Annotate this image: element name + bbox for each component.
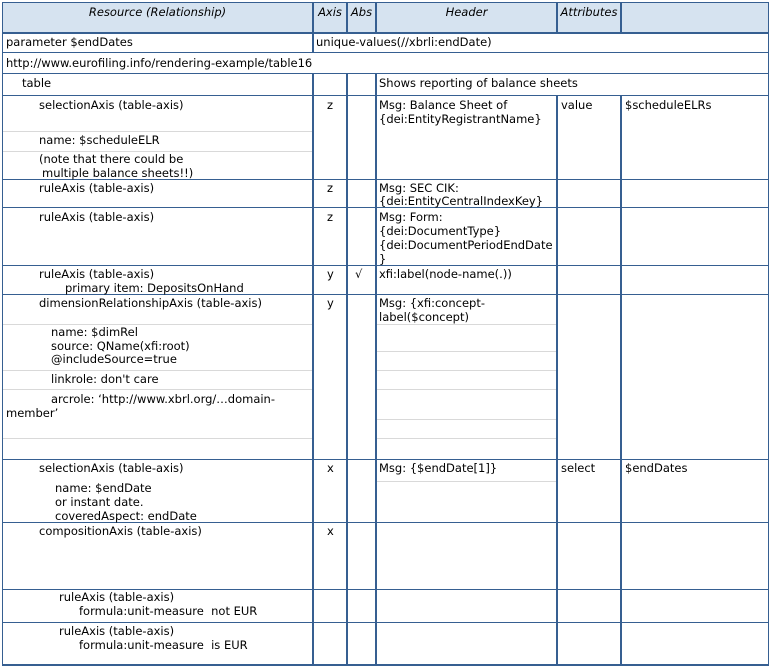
selection-date-header: Msg: {$endDate[1]} [379,461,498,475]
rule-cik-header-1: Msg: SEC CIK: [379,181,459,195]
border-col [375,73,377,666]
inner-line [377,351,556,352]
rule-eur-formula: formula:unit-measure is EUR [79,638,248,652]
inner-line [3,370,312,371]
rule-not-eur-formula: formula:unit-measure not EUR [79,604,258,618]
selection-elr-resource: selectionAxis (table-axis) [39,98,184,112]
selection-elr-name: name: $scheduleELR [39,133,160,147]
dimension-name: name: $dimRel [51,325,138,339]
header-fill-extra [622,3,768,32]
selection-elr-note-2: multiple balance sheets!!) [42,166,194,180]
column-header-resource: Resource (Relationship) [88,5,227,19]
column-header-axis: Axis [318,5,342,19]
composition-resource: compositionAxis (table-axis) [39,524,202,538]
selection-date-instant: or instant date. [55,495,144,509]
border-col [556,95,558,666]
border-row [2,95,769,96]
rule-primary-header: xfi:label(node-name(.)) [379,267,512,281]
dimension-resource: dimensionRelationshipAxis (table-axis) [39,296,262,310]
dimension-header-1: Msg: {xfi:concept- [379,296,485,310]
selection-elr-axis: z [327,98,334,112]
selection-elr-header-1: Msg: Balance Sheet of [379,98,508,112]
dimension-source: source: QName(xfi:root) [51,339,190,353]
rule-form-resource: ruleAxis (table-axis) [39,210,155,224]
rule-form-header-1: Msg: Form: [379,210,443,224]
rule-cik-header-2: {dei:EntityCentralIndexKey} [379,194,544,208]
rule-primary-resource: ruleAxis (table-axis) [39,267,155,281]
rule-cik-resource: ruleAxis (table-axis) [39,181,155,195]
dimension-axis: y [327,296,334,310]
rule-not-eur-resource: ruleAxis (table-axis) [59,590,175,604]
rule-primary-item: primary item: DepositsOnHand [65,281,244,295]
inner-line [377,438,556,439]
inner-line [3,389,312,390]
column-header-header: Header [445,5,488,19]
parameter-label: parameter $endDates [6,35,133,49]
rule-form-header-2: {dei:DocumentType} [379,224,502,238]
inner-line [3,324,312,325]
rule-primary-abs-checkmark: √ [355,267,363,281]
rule-eur-resource: ruleAxis (table-axis) [59,624,175,638]
column-header-abs: Abs [350,5,373,19]
border-row [2,622,769,623]
border-col [620,95,622,666]
column-header-attributes: Attributes [560,5,618,19]
composition-axis: x [327,524,334,538]
rule-form-header-3: {dei:DocumentPeriodEndDate [379,238,553,252]
inner-line [377,370,556,371]
dimension-arcrole-1: arcrole: ‘http://www.xbrl.org/…domain- [51,392,275,406]
inner-line [3,131,312,132]
selection-date-covered: coveredAspect: endDate [55,509,197,523]
border-col [312,73,314,666]
rule-primary-axis: y [327,267,334,281]
table-header: Shows reporting of balance sheets [379,76,578,90]
rule-form-axis: z [327,210,334,224]
selection-elr-attr-value: $scheduleELRs [625,98,712,112]
inner-line [377,481,556,482]
border-col [346,73,348,666]
border-right [768,2,769,666]
border-top [2,2,769,3]
selection-elr-note-1: (note that there could be [39,152,184,166]
dimension-arcrole-2: member’ [6,406,59,420]
border-row [2,73,769,74]
dimension-header-2: label($concept) [379,310,469,324]
selection-date-attr-value: $endDates [625,461,688,475]
border-bottom [2,664,769,666]
selection-elr-header-2: {dei:EntityRegistrantName} [379,112,542,126]
table-url: http://www.eurofiling.info/rendering-example/table16 [6,56,313,70]
inner-line [3,438,312,439]
dimension-linkrole: linkrole: don't care [51,372,159,386]
rule-form-header-4: } [379,252,387,266]
border-row [2,52,769,53]
border-row [2,459,769,460]
selection-elr-attr: value [561,98,593,112]
selection-date-resource: selectionAxis (table-axis) [39,461,184,475]
selection-date-name: name: $endDate [55,481,152,495]
table-resource: table [22,76,52,90]
dimension-include-source: @includeSource=true [51,352,177,366]
border-col [620,2,622,34]
inner-line [377,389,556,390]
rule-cik-axis: z [327,181,334,195]
border-header-bottom [2,32,769,34]
parameter-value: unique-values(//xbrli:endDate) [316,35,492,49]
selection-date-attr: select [561,461,596,475]
border-left [2,2,3,666]
inner-line [377,324,556,325]
selection-date-axis: x [327,461,334,475]
inner-line [377,419,556,420]
